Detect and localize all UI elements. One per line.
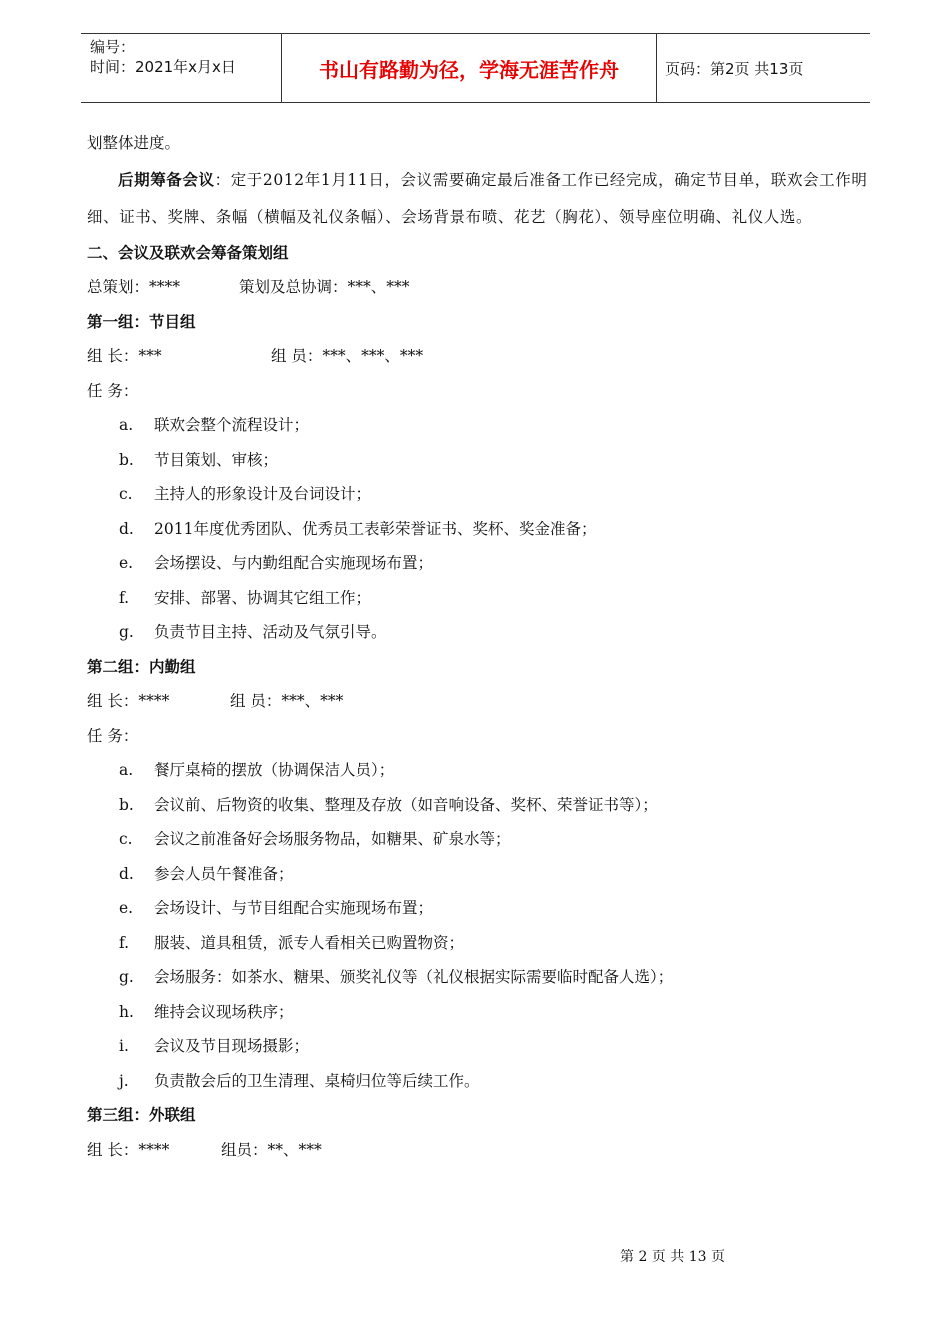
list-item: e. 会场摆设、与内勤组配合实施现场布置；: [119, 554, 434, 572]
date-label: 时间：2021年x月x日: [90, 58, 236, 76]
group3-leader: 组 长：****: [87, 1140, 170, 1159]
group2-leader: 组 长：****: [87, 692, 170, 710]
late-meeting-text: ：定于2012年1月11日，会议需要确定最后准备工作已经完成，确定节目单，联欢会工作明细、证书、奖牌、条幅（横幅及礼仪条幅）、会场背景布喷、花艺（胸花）、领导座位明确、礼仪人选。: [87, 170, 868, 226]
list-item: f. 服装、道具租赁，派专人看相关已购置物资；: [119, 933, 465, 952]
group2-title: 第二组：内勤组: [87, 656, 196, 676]
group3-title: 第三组：外联组: [87, 1105, 196, 1124]
group3-roster: [87, 1133, 872, 1168]
list-item: b. 节目策划、审核；: [119, 450, 279, 469]
list-item: i. 会议及节目现场摄影；: [119, 1037, 310, 1055]
chief-planner: 总策划：****: [87, 278, 181, 296]
group2-task-list: [87, 753, 872, 1098]
list-item: e. 会场设计、与节目组配合实施现场布置；: [119, 899, 434, 917]
group2-members: 组 员：***、***: [230, 692, 344, 710]
list-item: g. 负责节目主持、活动及气氛引导。: [119, 623, 387, 641]
group1-title: 第一组：节目组: [87, 311, 196, 331]
group3-members: 组员：**、***: [221, 1140, 322, 1159]
coordinator: 策划及总协调：***、***: [239, 278, 410, 296]
list-item: b. 会议前、后物资的收集、整理及存放（如音响设备、奖杯、荣誉证书等）；: [119, 795, 658, 814]
document-body: [87, 126, 872, 1167]
header-page-info: 页码：第2页 共13页: [665, 59, 804, 78]
continuation-text: 划整体进度。: [87, 134, 181, 152]
list-item: d. 2011年度优秀团队、优秀员工表彰荣誉证书、奖杯、奖金准备；: [119, 519, 597, 538]
header-meta-cell: [81, 34, 281, 102]
group1-task-list: [87, 408, 872, 650]
list-item: g. 会场服务：如茶水、糖果、颁奖礼仪等（礼仪根据实际需要临时配备人选）；: [119, 968, 674, 986]
list-item: a. 餐厅桌椅的摆放（协调保洁人员）；: [119, 761, 395, 779]
number-label: 编号：: [90, 38, 136, 56]
page-footer: 第 2 页 共 13 页: [620, 1249, 725, 1265]
group2-tasks-label: 任 务：: [87, 726, 139, 745]
group1-tasks-label: 任 务：: [87, 381, 139, 400]
late-meeting-paragraph: [87, 161, 872, 236]
group1-members: 组 员：***、***、***: [271, 347, 424, 365]
list-item: c. 主持人的形象设计及台词设计；: [119, 485, 372, 503]
group2-roster: [87, 684, 872, 719]
list-item: h. 维持会议现场秩序；: [119, 1002, 294, 1021]
list-item: d. 参会人员午餐准备；: [119, 864, 294, 883]
page-header: [81, 33, 870, 103]
list-item: f. 安排、部署、协调其它组工作；: [119, 588, 372, 607]
header-motto: 书山有路勤为径，学海无涯苦作舟: [281, 34, 657, 102]
late-meeting-title: 后期筹备会议: [118, 169, 215, 189]
group1-leader: 组 长：***: [87, 347, 162, 365]
list-item: j. 负责散会后的卫生清理、桌椅归位等后续工作。: [119, 1071, 480, 1090]
list-item: a. 联欢会整个流程设计；: [119, 416, 310, 434]
list-item: c. 会议之前准备好会场服务物品，如糖果、矿泉水等；: [119, 830, 511, 848]
section-heading: 二、会议及联欢会筹备策划组: [87, 242, 289, 262]
group1-roster: [87, 339, 872, 374]
planner-line: [87, 270, 872, 305]
